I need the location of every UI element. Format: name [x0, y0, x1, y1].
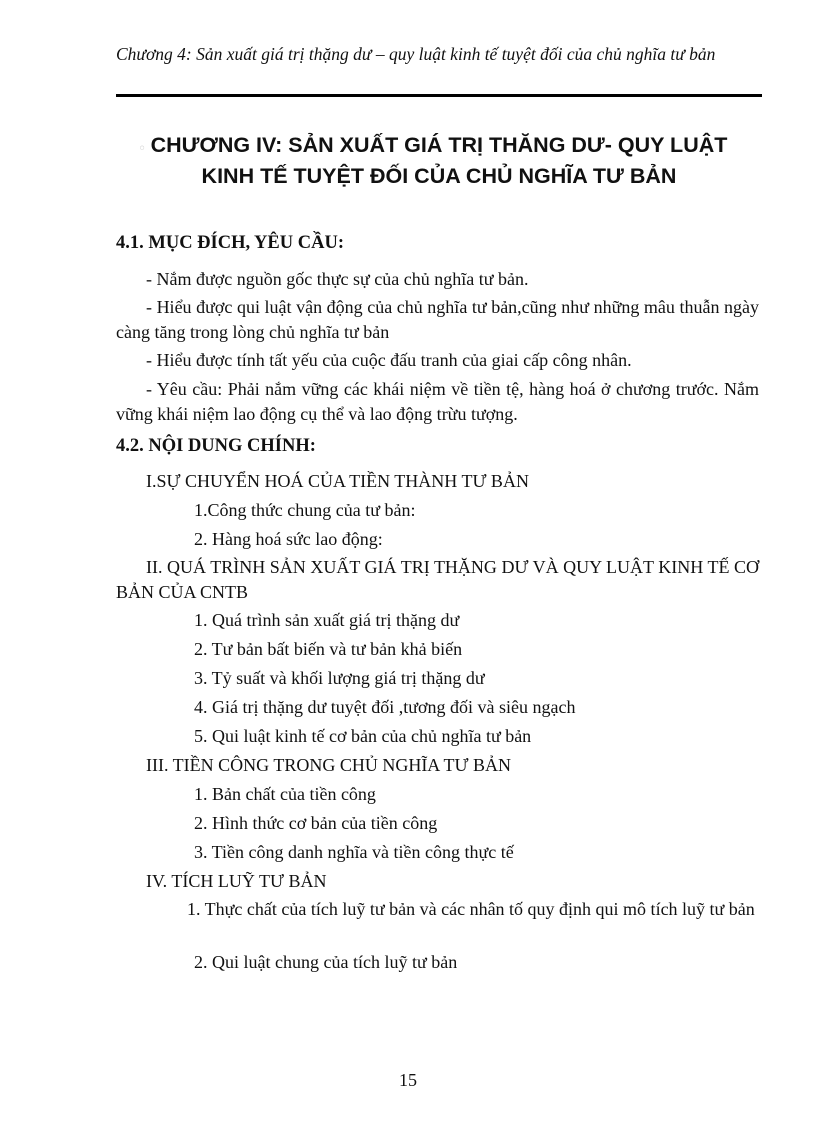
- objective-item: - Hiểu được tính tất yếu của cuộc đấu tranh của giai cấp công nhân.: [146, 350, 632, 370]
- list-item: 3. Tỷ suất và khối lượng giá trị thặng dư: [194, 668, 485, 688]
- list-item: 1. Bản chất của tiền công: [194, 784, 376, 804]
- chapter-title-line-2: KINH TẾ TUYỆT ĐỐI CỦA CHỦ NGHĨA TƯ BẢN: [201, 164, 677, 188]
- list-item: 1.Công thức chung của tư bản:: [194, 500, 416, 520]
- list-item: 1. Thực chất của tích luỹ tư bản và các nhân tố quy định qui mô tích luỹ tư bản: [187, 899, 755, 919]
- page-number: 15: [399, 1070, 417, 1090]
- bullet-mark-icon: ◦: [138, 141, 147, 157]
- part-title: II. QUÁ TRÌNH SẢN XUẤT GIÁ TRỊ THẶNG DƯ VÀ QUY LUẬT KINH TẾ CƠ BẢN CỦA CNTB: [116, 557, 759, 602]
- list-item: 1. Quá trình sản xuất giá trị thặng dư: [194, 610, 460, 630]
- objective-item: - Hiểu được qui luật vận động của chủ nghĩa tư bản,cũng như những mâu thuẫn ngày càng tăng trong lòng chủ nghĩa tư bản: [116, 297, 759, 342]
- list-item: 4. Giá trị thặng dư tuyệt đối ,tương đối và siêu ngạch: [194, 697, 576, 717]
- section-heading-objectives: 4.1. MỤC ĐÍCH, YÊU CẦU:: [116, 233, 344, 253]
- list-item: 2. Qui luật chung của tích luỹ tư bản: [194, 952, 458, 972]
- part-title: III. TIỀN CÔNG TRONG CHỦ NGHĨA TƯ BẢN: [146, 755, 511, 775]
- part-title: IV. TÍCH LUỸ TƯ BẢN: [146, 871, 327, 891]
- list-item: 3. Tiền công danh nghĩa và tiền công thực tế: [194, 842, 514, 862]
- list-item: 2. Tư bản bất biến và tư bản khả biến: [194, 639, 463, 659]
- running-header: Chương 4: Sản xuất giá trị thặng dư – quy luật kinh tế tuyệt đối của chủ nghĩa tư bản: [116, 44, 716, 64]
- list-item: 2. Hàng hoá sức lao động:: [194, 529, 383, 549]
- list-item: 2. Hình thức cơ bản của tiền công: [194, 813, 438, 833]
- chapter-title: [116, 130, 762, 192]
- objective-item: - Yêu cầu: Phải nắm vững các khái niệm về tiền tệ, hàng hoá ở chương trước. Nắm vững khái niệm lao động cụ thể và lao động trừu tượng.: [116, 379, 759, 424]
- list-item: 5. Qui luật kinh tế cơ bản của chủ nghĩa tư bản: [194, 726, 532, 746]
- objective-item: - Nắm được nguồn gốc thực sự của chủ nghĩa tư bản.: [146, 269, 529, 289]
- section-heading-main-content: 4.2. NỘI DUNG CHÍNH:: [116, 436, 316, 456]
- header-rule: [116, 94, 762, 97]
- chapter-title-line-1: CHƯƠNG IV: SẢN XUẤT GIÁ TRỊ THĂNG DƯ- QUY LUẬT: [150, 133, 728, 157]
- part-title: I.SỰ CHUYỂN HOÁ CỦA TIỀN THÀNH TƯ BẢN: [146, 471, 529, 491]
